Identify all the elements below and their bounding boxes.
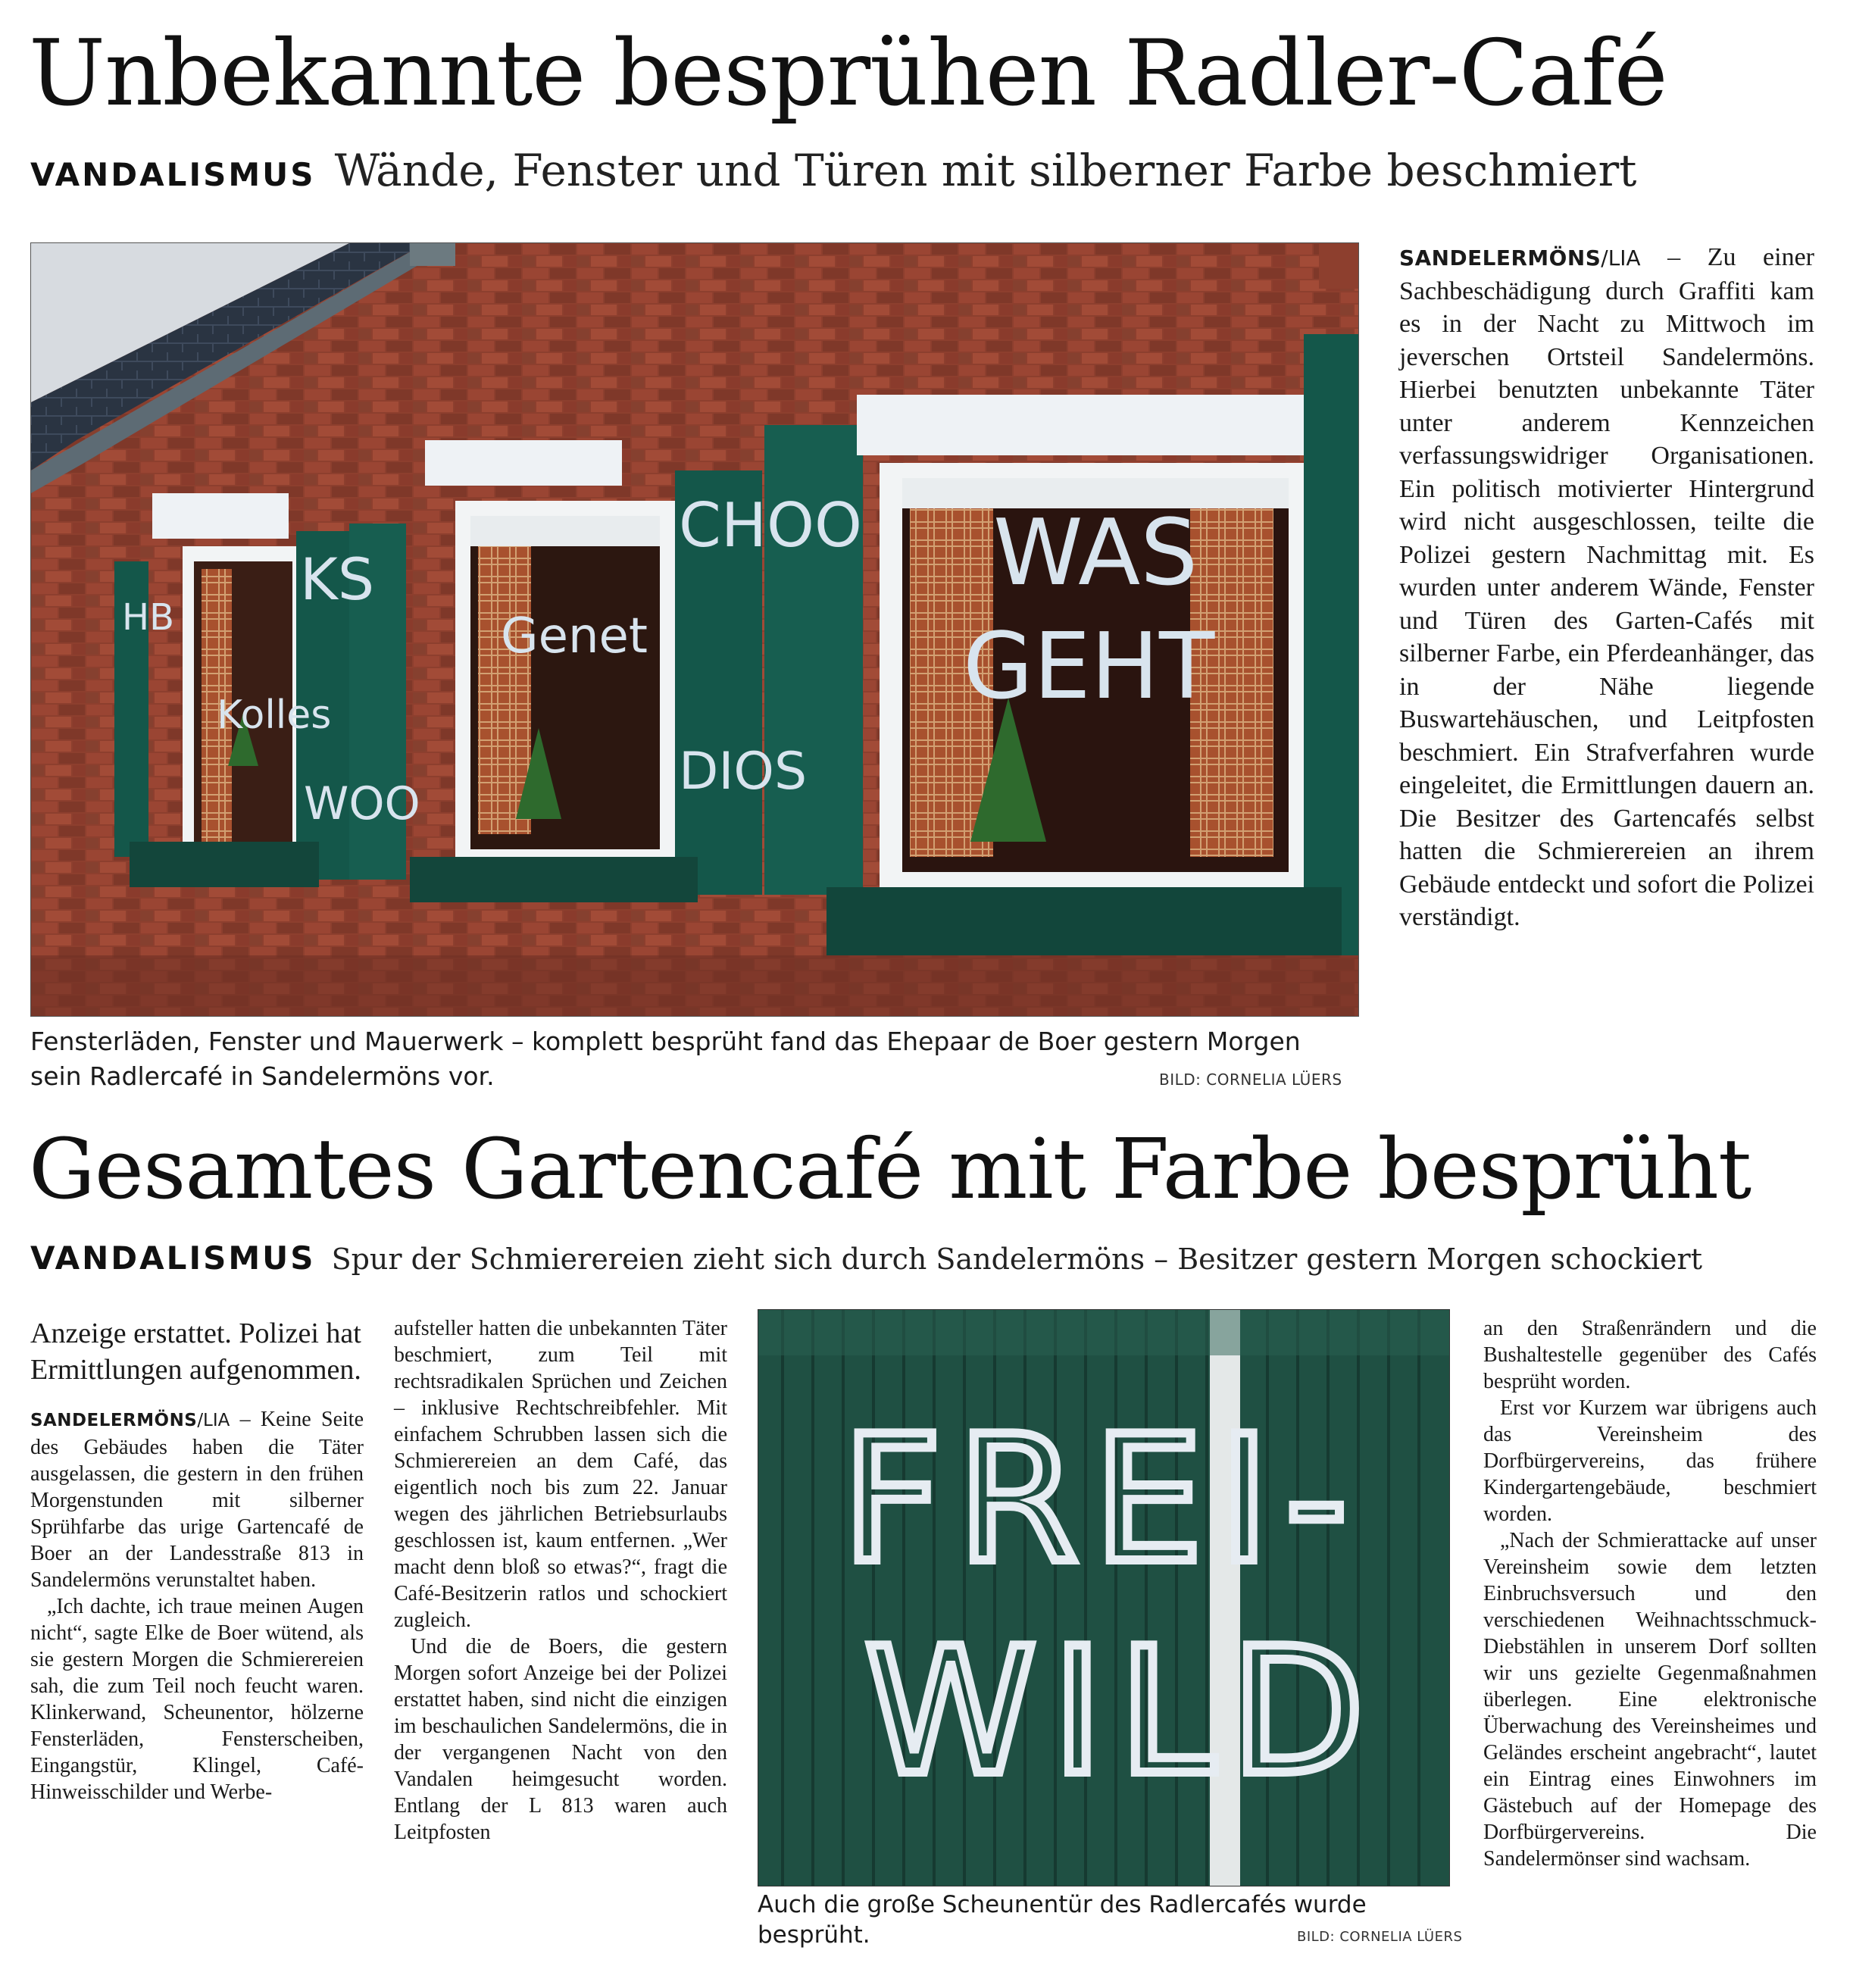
article2-col4-p3: „Nach der Schmierattacke auf unser Vereinsheim sowie dem letzten Einbruchsversuch und den verschiedenen Weihnachtsschmuck-Diebstählen in unserem Dorf sollten wir uns gezielte Gegenmaßnahmen überlegen. Eine elektronische Überwachung des Vereinsheimes und Geländes erscheint angebracht“, lautet ein Eintrag eines Einwohners im Gästebuch auf der Homepage des Dorfbürgervereins. Die Sandelermönser sind wachsam.: [1483, 1529, 1817, 1871]
graffiti-was: WAS: [993, 501, 1198, 606]
graffiti-dios: DIOS: [679, 742, 808, 802]
graffiti-geht: GEHT: [963, 614, 1215, 720]
article2-summary: Anzeige erstattet. Polizei hat Ermittlungen aufgenommen.: [30, 1318, 361, 1386]
article2-column-1: [30, 1315, 364, 1805]
article2-col2-p2: Und die de Boers, die gestern Morgen sofort Anzeige bei der Polizei erstattet haben, sind nicht die einzigen im beschaulichen Sandelermöns, die in der vergangenen Nacht von den Vandalen heimgesucht worden. Entlang der L 813 waren auch Leitpfosten: [394, 1635, 727, 1844]
article1-photo-credit: BILD: CORNELIA LÜERS: [1159, 1071, 1342, 1089]
article2-photo: [758, 1309, 1450, 1886]
article2-col1-p2: „Ich dachte, ich traue meinen Augen nicht“, sagte Elke de Boer wütend, als sie gestern Morgen die Schmierereien sah, die zum Teil noch feucht waren. Klinkerwand, Scheunentor, hölzerne Fensterläden, Fensterscheiben, Eingangstür, Klingel, Café-Hinweisschilder und Werbe-: [30, 1595, 364, 1804]
graffiti-kolles: Kolles: [217, 692, 332, 738]
graffiti-wild: WILD: [864, 1611, 1380, 1814]
article2-kicker-line: [30, 1239, 1702, 1277]
article2-col4-p2: Erst vor Kurzem war übrigens auch das Vereinsheim des Dorfbürgervereins, das frühere Kindergartengebäude, beschmiert worden.: [1483, 1396, 1817, 1526]
article2-col1-text: [30, 1406, 364, 1805]
graffiti-hb: HB: [122, 596, 175, 639]
article1-photo: [30, 242, 1359, 1017]
article2-col1-p1: SANDELERMÖNS/LIA – Keine Seite des Gebäudes haben die Täter ausgelassen, die gestern in den frühen Morgenstunden mit silberner Sprühfarbe das urige Gartencafé de Boer an der Landesstraße 813 in Sandelermöns verunstaltet haben.: [30, 1408, 364, 1592]
article1-body: SANDELERMÖNS/LIA – Zu einer Sachbeschädigung durch Graffiti kam es in der Nacht zu Mittwoch im jeverschen Ortsteil Sandelermöns. Hierbei benutzten unbekannte Täter unter anderem Kennzeichen verfassungswidriger Organisationen. Ein politisch motivierter Hintergrund wird nicht ausgeschlossen, teilte die Polizei gestern Nachmittag mit. Es wurden unter anderem Wände, Fenster und Türen des Garten-Cafés mit silberner Farbe, ein Pferdeanhänger, das in der Nähe liegende Buswartehäuschen, und Leitpfosten beschmiert. Ein Strafverfahren wurde eingeleitet, die Ermittlungen dauern an. Die Besitzer des Gartencafés selbst hatten die Schmierereien an ihrem Gebäude entdeckt und sofort die Polizei verständigt.: [1399, 243, 1815, 931]
barn-door-illustration: [758, 1310, 1449, 1886]
graffiti-frei: FREI-: [842, 1399, 1364, 1602]
article1-headline: Unbekannte besprühen Radler-Café: [29, 21, 1667, 127]
article2-col2-p1: aufsteller hatten die unbekannten Täter beschmiert, zum Teil mit rechtsradikalen Sprüchen und Zeichen – inklusive Rechtschreibfehler. Mit einfachem Schrubben lassen sich die Schmierereien an dem Café, das eigentlich noch bis zum 22. Januar wegen des jährlichen Betriebsurlaubs geschlossen ist, kaum entfernen. „Wer macht denn bloß so etwas?“, fragt die Café-Besitzerin ratlos und schockiert zugleich.: [394, 1317, 727, 1632]
cafe-facade-illustration: [31, 243, 1358, 1016]
article2-column-2: [394, 1315, 727, 1846]
article2-kicker: VANDALISMUS: [30, 1239, 316, 1277]
article2-photo-caption: Auch die große Scheunentür des Radlercafés wurde besprüht.: [758, 1891, 1367, 1949]
graffiti-ks: KS: [300, 545, 375, 613]
article1-kicker-line: [30, 145, 1637, 196]
article1-subhead: Wände, Fenster und Türen mit silberner Farbe beschmiert: [334, 145, 1637, 196]
graffiti-choo: CHOO: [679, 490, 862, 561]
article1-dateline: SANDELERMÖNS: [1399, 245, 1601, 270]
article1-kicker: VANDALISMUS: [30, 156, 316, 193]
article2-headline: Gesamtes Gartencafé mit Farbe besprüht: [29, 1121, 1751, 1217]
graffiti-woo: WOO: [304, 777, 420, 830]
article2-dateline: SANDELERMÖNS: [30, 1411, 198, 1430]
article2-col4-p1: an den Straßenrändern und die Bushaltestelle gegenüber des Cafés besprüht worden.: [1483, 1317, 1817, 1393]
article2-column-4: [1483, 1315, 1817, 1872]
article1-photo-caption: Fensterläden, Fenster und Mauerwerk – komplett besprüht fand das Ehepaar de Boer gestern Morgen sein Radlercafé in Sandelermöns vor.: [30, 1027, 1301, 1091]
article1-body-text: – Zu einer Sachbeschädigung durch Graffiti kam es in der Nacht zu Mittwoch im jeverschen Ortsteil Sandelermöns. Hierbei benutzten unbekannte Täter unter anderem Kennzeichen verfassungswidriger Organisationen. Ein politisch motivierter Hintergrund wird nicht ausgeschlossen, teilte die Polizei gestern Nachmittag mit. Es wurden unter anderem Wände, Fenster und Türen des Garten-Cafés mit silberner Farbe, ein Pferdeanhänger, das in der Nähe liegende Buswartehäuschen, und Leitpfosten beschmiert. Ein Strafverfahren wurde eingeleitet, die Ermittlungen dauern an. Die Besitzer des Gartencafés selbst hatten die Schmierereien an ihrem Gebäude entdeckt und sofort die Polizei verständigt.: [1399, 243, 1815, 931]
article2-author: LIA: [203, 1411, 230, 1430]
article1-author: LIA: [1608, 245, 1641, 270]
article2-photo-credit: BILD: CORNELIA LÜERS: [1297, 1929, 1463, 1945]
graffiti-genet: Genet: [501, 608, 648, 664]
article2-subhead: Spur der Schmierereien zieht sich durch Sandelermöns – Besitzer gestern Morgen schockiert: [331, 1242, 1702, 1276]
